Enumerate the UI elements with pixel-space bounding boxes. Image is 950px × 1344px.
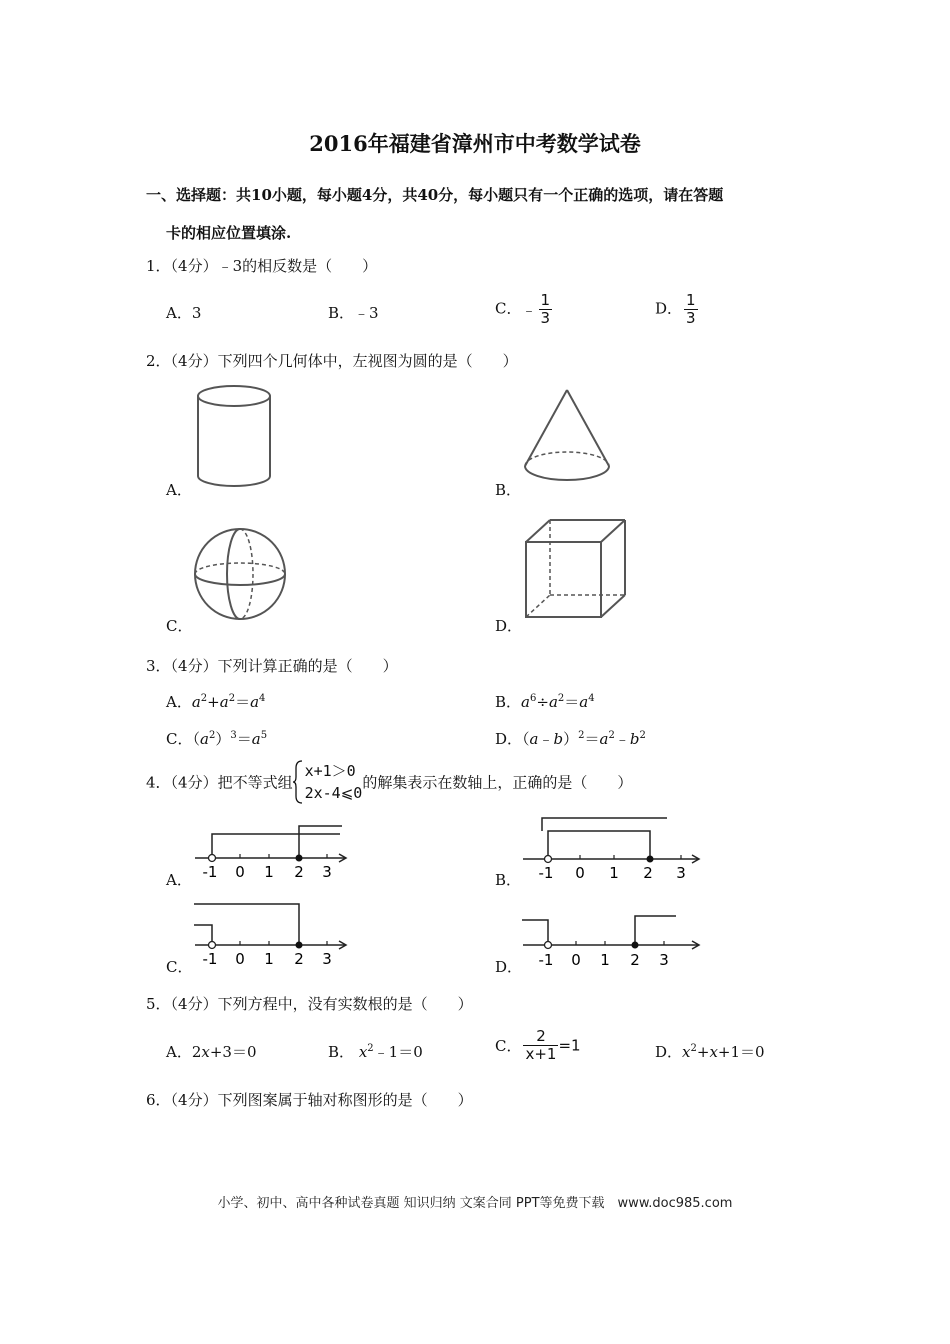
question-1-stem: 1．（4分）﹣3的相反数是（ ） — [146, 257, 378, 275]
q1-option-d-fraction — [684, 292, 698, 327]
question-5-stem: 5．（4分）下列方程中，没有实数根的是（ ） — [146, 995, 473, 1013]
q1-option-b: B．﹣3 — [328, 304, 379, 322]
question-4-stem: 4．（4分）把不等式组 x+1＞0 2x-4⩽0 的解集表示在数轴上，正确的是（ ） — [146, 762, 633, 802]
tick-label: 2 — [294, 863, 304, 881]
fraction-numerator: 2 — [536, 1027, 546, 1045]
q3-option-a: A．$a^2+a^2=a^4$ — [166, 693, 266, 711]
tick-label: 0 — [235, 950, 245, 968]
section-heading: 一、选择题：共10小题，每小题4分，共40分，每小题只有一个正确的选项，请在答题 — [146, 186, 724, 204]
q3-option-c: C．$(a^2)^3=a^5$ — [166, 730, 268, 748]
tick-label: 3 — [676, 864, 686, 882]
q4-option-d: D． — [495, 958, 523, 976]
tick-label: 1 — [600, 951, 610, 969]
tick-label: -1 — [202, 950, 218, 968]
tick-label: -1 — [538, 864, 554, 882]
tick-label: -1 — [202, 863, 218, 881]
number-line-b — [518, 812, 708, 882]
q1-option-c-fraction — [539, 292, 553, 327]
section-heading-cont: 卡的相应位置填涂. — [166, 224, 292, 242]
q3-option-d: D．$(a﹣b)^2=a^2﹣b^2$ — [495, 730, 646, 748]
tick-label: 1 — [264, 950, 274, 968]
tick-label: -1 — [538, 951, 554, 969]
number-line-a — [190, 820, 355, 882]
q2-option-c: C． — [166, 617, 193, 635]
number-line-c — [190, 898, 355, 970]
cone-figure — [515, 382, 620, 492]
q5-option-a: A．2x+3＝0 — [166, 1043, 257, 1061]
sphere-figure — [188, 526, 292, 624]
tick-label: 2 — [294, 950, 304, 968]
q1-option-a: A．3 — [166, 304, 202, 322]
q1-option-d — [655, 292, 698, 327]
tick-label: 0 — [575, 864, 585, 882]
tick-label: 3 — [322, 863, 332, 881]
q1-option-d-label: D． — [655, 299, 683, 318]
number-line-d — [518, 910, 708, 970]
question-3-stem: 3．（4分）下列计算正确的是（ ） — [146, 657, 398, 675]
q5-option-c-fraction — [523, 1028, 558, 1063]
q1-option-c-sign: ﹣ — [521, 301, 537, 319]
tick-label: 0 — [571, 951, 581, 969]
q5-option-d: D．$x^2+x+1=0$ — [655, 1043, 765, 1061]
q5-option-b: B． $x^2﹣1=0$ — [328, 1043, 423, 1061]
question-6-stem: 6．（4分）下列图案属于轴对称图形的是（ ） — [146, 1091, 473, 1109]
cube-figure — [520, 514, 630, 626]
tick-label: 1 — [264, 863, 274, 881]
q2-option-b: B． — [495, 481, 522, 499]
fraction-numerator: 1 — [686, 291, 696, 309]
cylinder-figure — [190, 382, 280, 490]
tick-label: 2 — [630, 951, 640, 969]
fraction-denominator: 3 — [540, 309, 551, 327]
q4-option-a: A． — [166, 871, 192, 889]
page-title: 2016年福建省漳州市中考数学试卷 — [309, 131, 641, 156]
question-2-stem: 2．（4分）下列四个几何体中，左视图为圆的是（ ） — [146, 352, 518, 370]
q1-option-c-label: C． — [495, 299, 522, 318]
q1-option-c — [495, 292, 552, 327]
fraction-numerator: 1 — [540, 291, 551, 309]
inequality-system — [293, 760, 363, 804]
tick-label: 2 — [643, 864, 653, 882]
tick-label: 0 — [235, 863, 245, 881]
page-footer: 小学、初中、高中各种试卷真题 知识归纳 文案合同 PPT等免费下载 www.doc985.com — [217, 1196, 733, 1211]
tick-label: 3 — [322, 950, 332, 968]
q2-option-a: A． — [166, 481, 192, 499]
fraction-denominator: 3 — [686, 309, 696, 327]
q3-option-b: B．$a^6\div a^2=a^4$ — [495, 693, 595, 711]
fraction-denominator: x+1 — [525, 1045, 557, 1063]
q4-option-c: C． — [166, 958, 193, 976]
q4-option-b: B． — [495, 871, 522, 889]
tick-label: 3 — [659, 951, 669, 969]
inequality-1: x+1＞0 — [304, 762, 356, 780]
q5-option-c: C． $\frac{2}{x+1}$ =1 — [495, 1027, 581, 1063]
inequality-2: 2x-4⩽0 — [304, 784, 363, 802]
tick-label: 1 — [609, 864, 619, 882]
q2-option-d: D． — [495, 617, 523, 635]
